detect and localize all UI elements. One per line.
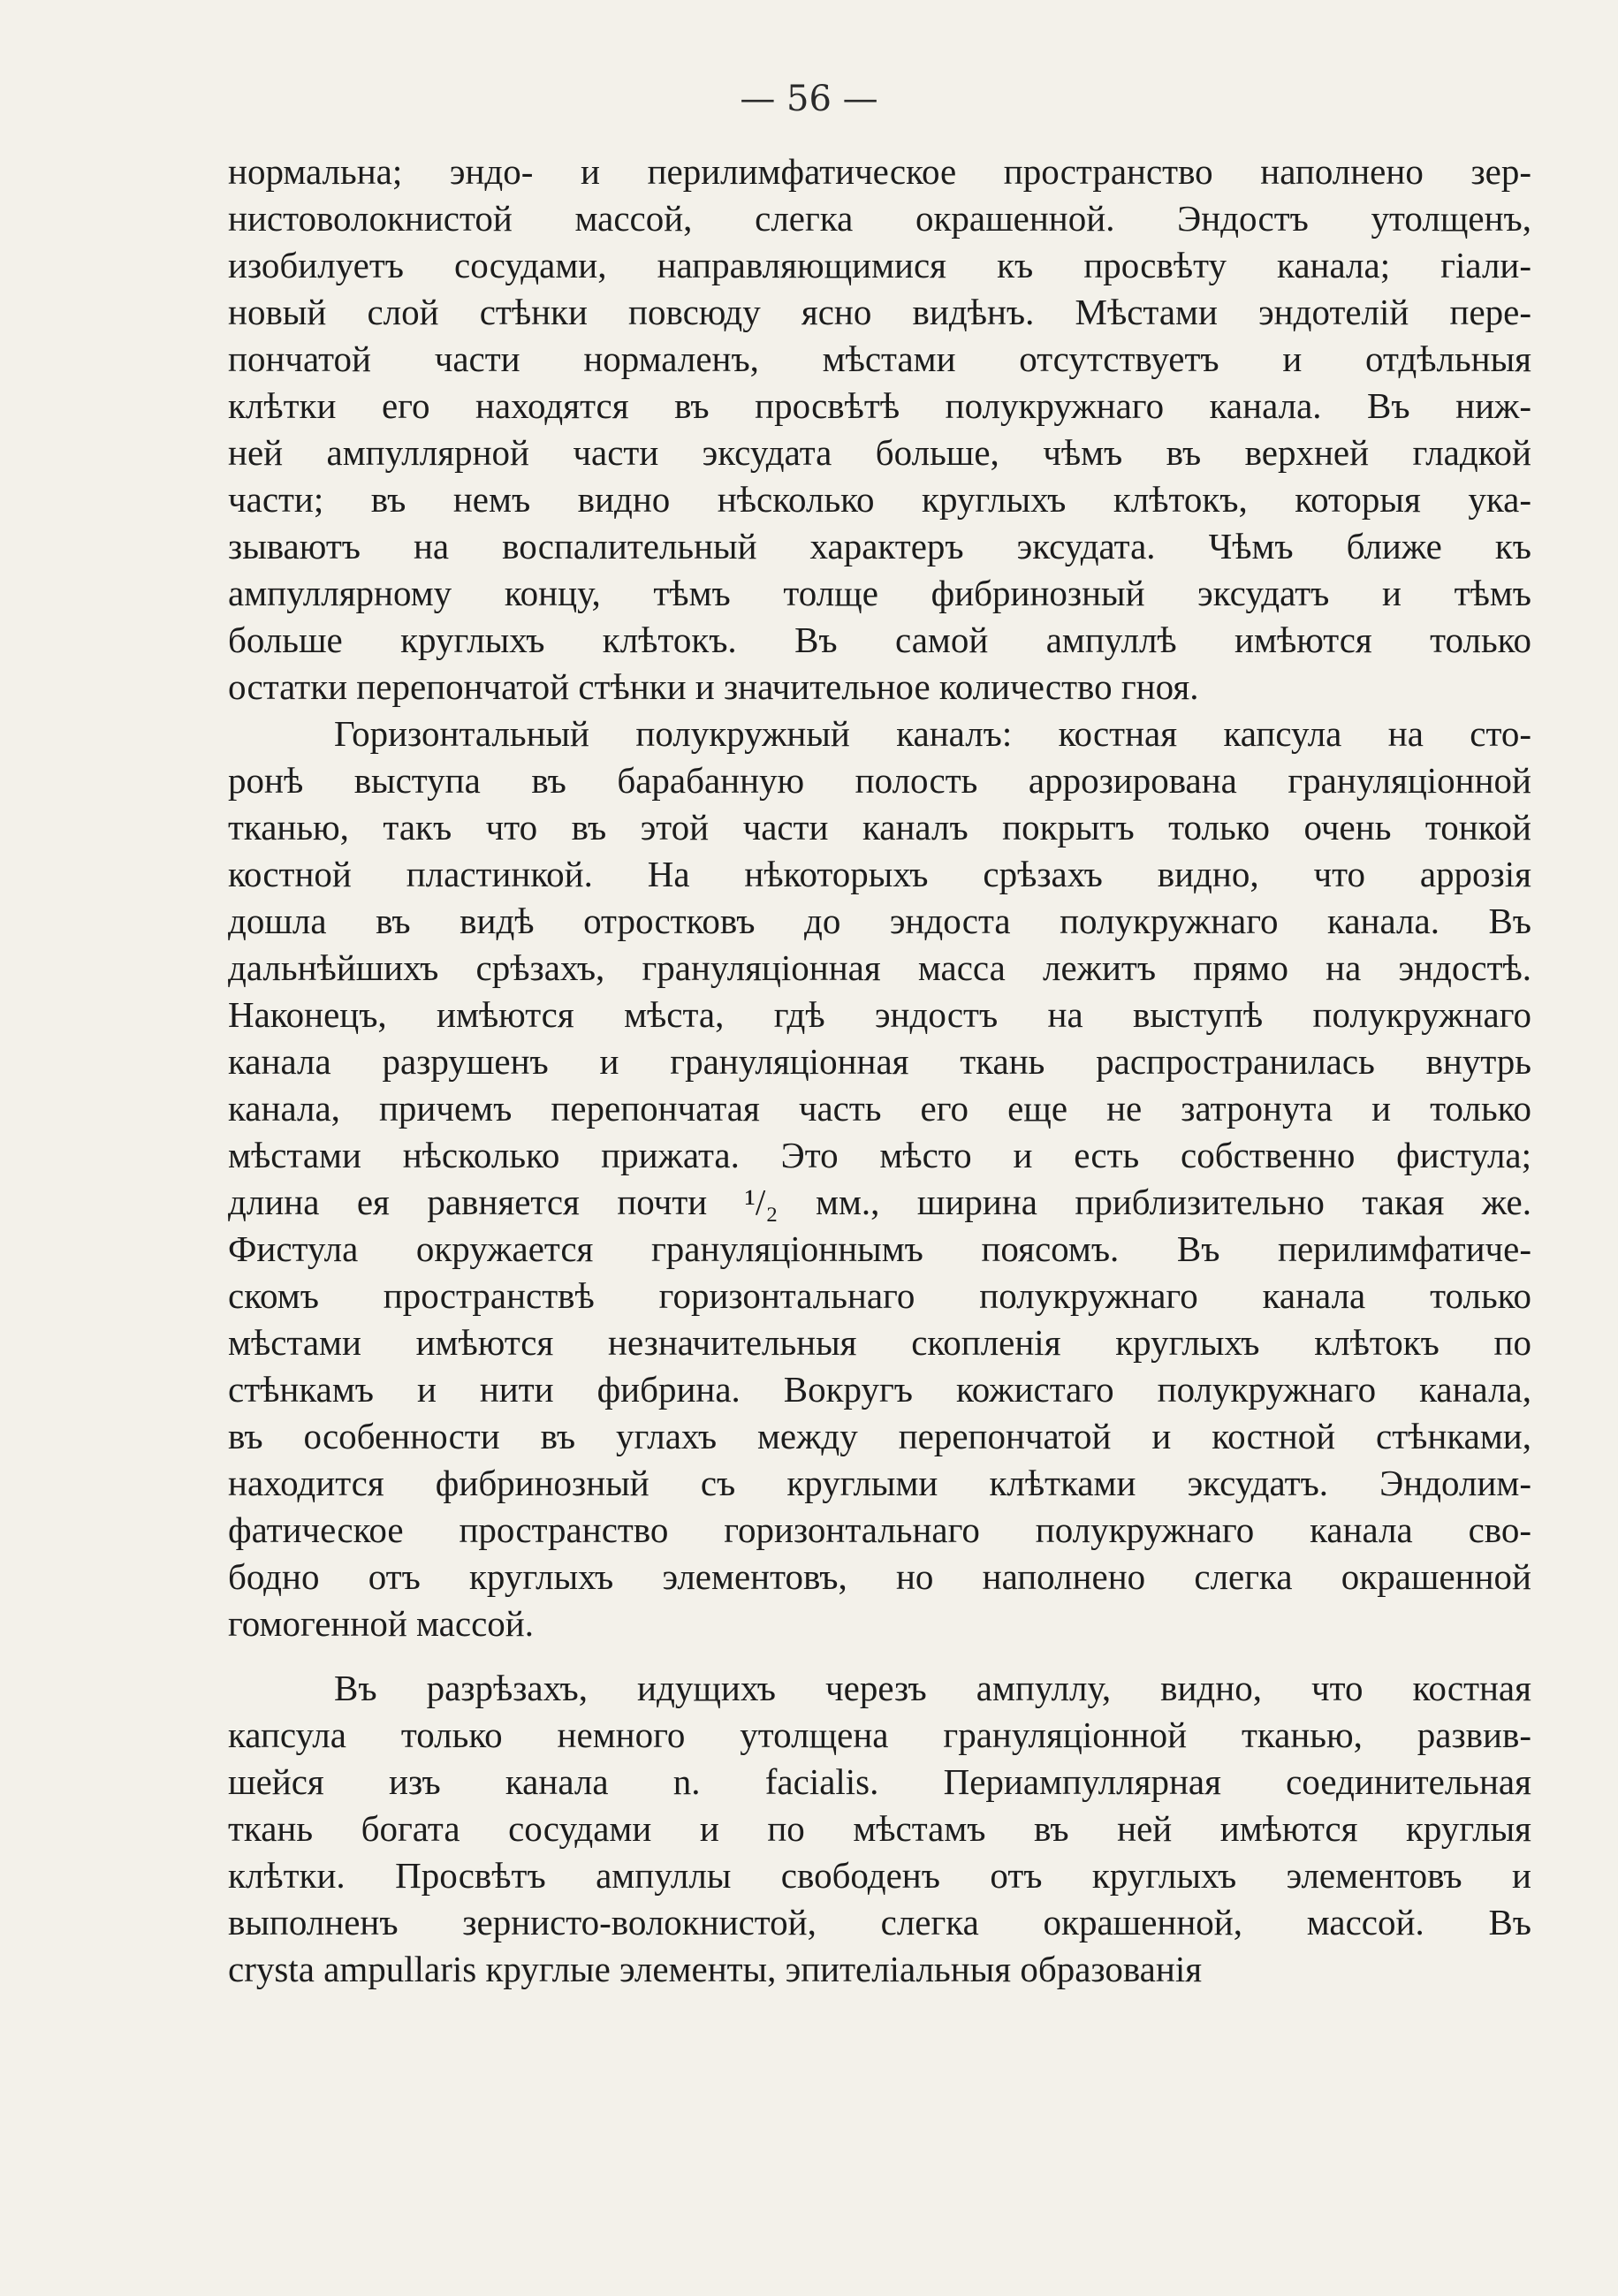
page-number: — 56 —: [740, 79, 878, 119]
text-line: части; въ немъ видно нѣсколько круглыхъ клѣтокъ, которыя ука-: [228, 479, 1531, 520]
text-line: изобилуетъ сосудами, направляющимися къ просвѣту канала; гіали-: [228, 245, 1531, 285]
text-line: дальнѣйшихъ срѣзахъ, грануляціонная масса лежитъ прямо на эндостѣ.: [228, 947, 1531, 988]
text-line: канала разрушенъ и грануляціонная ткань распространилась внутрь: [228, 1041, 1531, 1082]
paragraph: [228, 148, 1531, 711]
text-line: находится фибринозный съ круглыми клѣтками эксудатъ. Эндолим-: [228, 1463, 1531, 1503]
text-line: выполненъ зернисто-волокнистой, слегка окрашенной, массой. Въ: [228, 1902, 1531, 1942]
text-line: дошла въ видѣ отростковъ до эндоста полукружнаго канала. Въ: [228, 901, 1531, 941]
text-line: бодно отъ круглыхъ элементовъ, но наполнено слегка окрашенной: [228, 1556, 1531, 1597]
paragraph: [228, 711, 1531, 1647]
text-line: нистоволокнистой массой, слегка окрашенной. Эндостъ утолщенъ,: [228, 198, 1531, 239]
text-line: длина ея равняется почти ¹/₂ мм., ширина приблизительно такая же.: [228, 1182, 1531, 1222]
text-line: ней ампуллярной части эксудата больше, чѣмъ въ верхней гладкой: [228, 432, 1531, 473]
text-line: crysta ampullaris круглые элементы, эпителіальныя образованія: [228, 1949, 1203, 1989]
text-line: костной пластинкой. На нѣкоторыхъ срѣзахъ видно, что аррозія: [228, 854, 1531, 894]
text-line: ампуллярному концу, тѣмъ толще фибринозный эксудатъ и тѣмъ: [228, 573, 1531, 613]
text-line: Горизонтальный полукружный каналъ: костная капсула на сто-: [334, 713, 1531, 754]
text-line: капсула только немного утолщена грануляціонной тканью, развив-: [228, 1714, 1531, 1755]
text-line: гомогенной массой.: [228, 1603, 534, 1644]
text-line: пончатой части нормаленъ, мѣстами отсутствуетъ и отдѣльныя: [228, 338, 1531, 379]
text-line: стѣнкамъ и нити фибрина. Вокругъ кожистаго полукружнаго канала,: [228, 1369, 1531, 1410]
text-line: фатическое пространство горизонтальнаго полукружнаго канала сво-: [228, 1509, 1531, 1550]
text-line: мѣстами имѣются незначительныя скопленія круглыхъ клѣтокъ по: [228, 1322, 1531, 1363]
paragraph: [228, 1665, 1531, 1993]
body-text: [228, 148, 1531, 1993]
text-line: больше круглыхъ клѣтокъ. Въ самой ампуллѣ имѣются только: [228, 620, 1531, 660]
text-line: ткань богата сосудами и по мѣстамъ въ ней имѣются круглыя: [228, 1808, 1531, 1849]
text-line: нормальна; эндо- и перилимфатическое пространство наполнено зер-: [228, 151, 1531, 192]
text-line: Въ разрѣзахъ, идущихъ черезъ ампуллу, видно, что костная: [334, 1668, 1531, 1708]
text-line: канала, причемъ перепончатая часть его еще не затронута и только: [228, 1088, 1531, 1129]
text-line: остатки перепончатой стѣнки и значительное количество гноя.: [228, 666, 1199, 707]
text-line: скомъ пространствѣ горизонтальнаго полукружнаго канала только: [228, 1275, 1531, 1316]
text-line: въ особенности въ углахъ между перепончатой и костной стѣнками,: [228, 1416, 1531, 1456]
text-line: Наконецъ, имѣются мѣста, гдѣ эндостъ на выступѣ полукружнаго: [228, 994, 1531, 1035]
text-line: зываютъ на воспалительный характеръ эксудата. Чѣмъ ближе къ: [228, 526, 1531, 566]
text-line: мѣстами нѣсколько прижата. Это мѣсто и есть собственно фистула;: [228, 1135, 1531, 1175]
text-line: клѣтки. Просвѣтъ ампуллы свободенъ отъ круглыхъ элементовъ и: [228, 1855, 1531, 1896]
text-line: тканью, такъ что въ этой части каналъ покрытъ только очень тонкой: [228, 807, 1531, 848]
text-line: Фистула окружается грануляціоннымъ поясомъ. Въ перилимфатиче-: [228, 1228, 1531, 1269]
text-line: ронѣ выступа въ барабанную полость аррозирована грануляціонной: [228, 760, 1531, 801]
text-line: шейся изъ канала n. facialis. Периампуллярная соединительная: [228, 1761, 1531, 1802]
text-line: клѣтки его находятся въ просвѣтѣ полукружнаго канала. Въ ниж-: [228, 385, 1531, 426]
text-line: новый слой стѣнки повсюду ясно видѣнъ. Мѣстами эндотелій пере-: [228, 292, 1531, 332]
